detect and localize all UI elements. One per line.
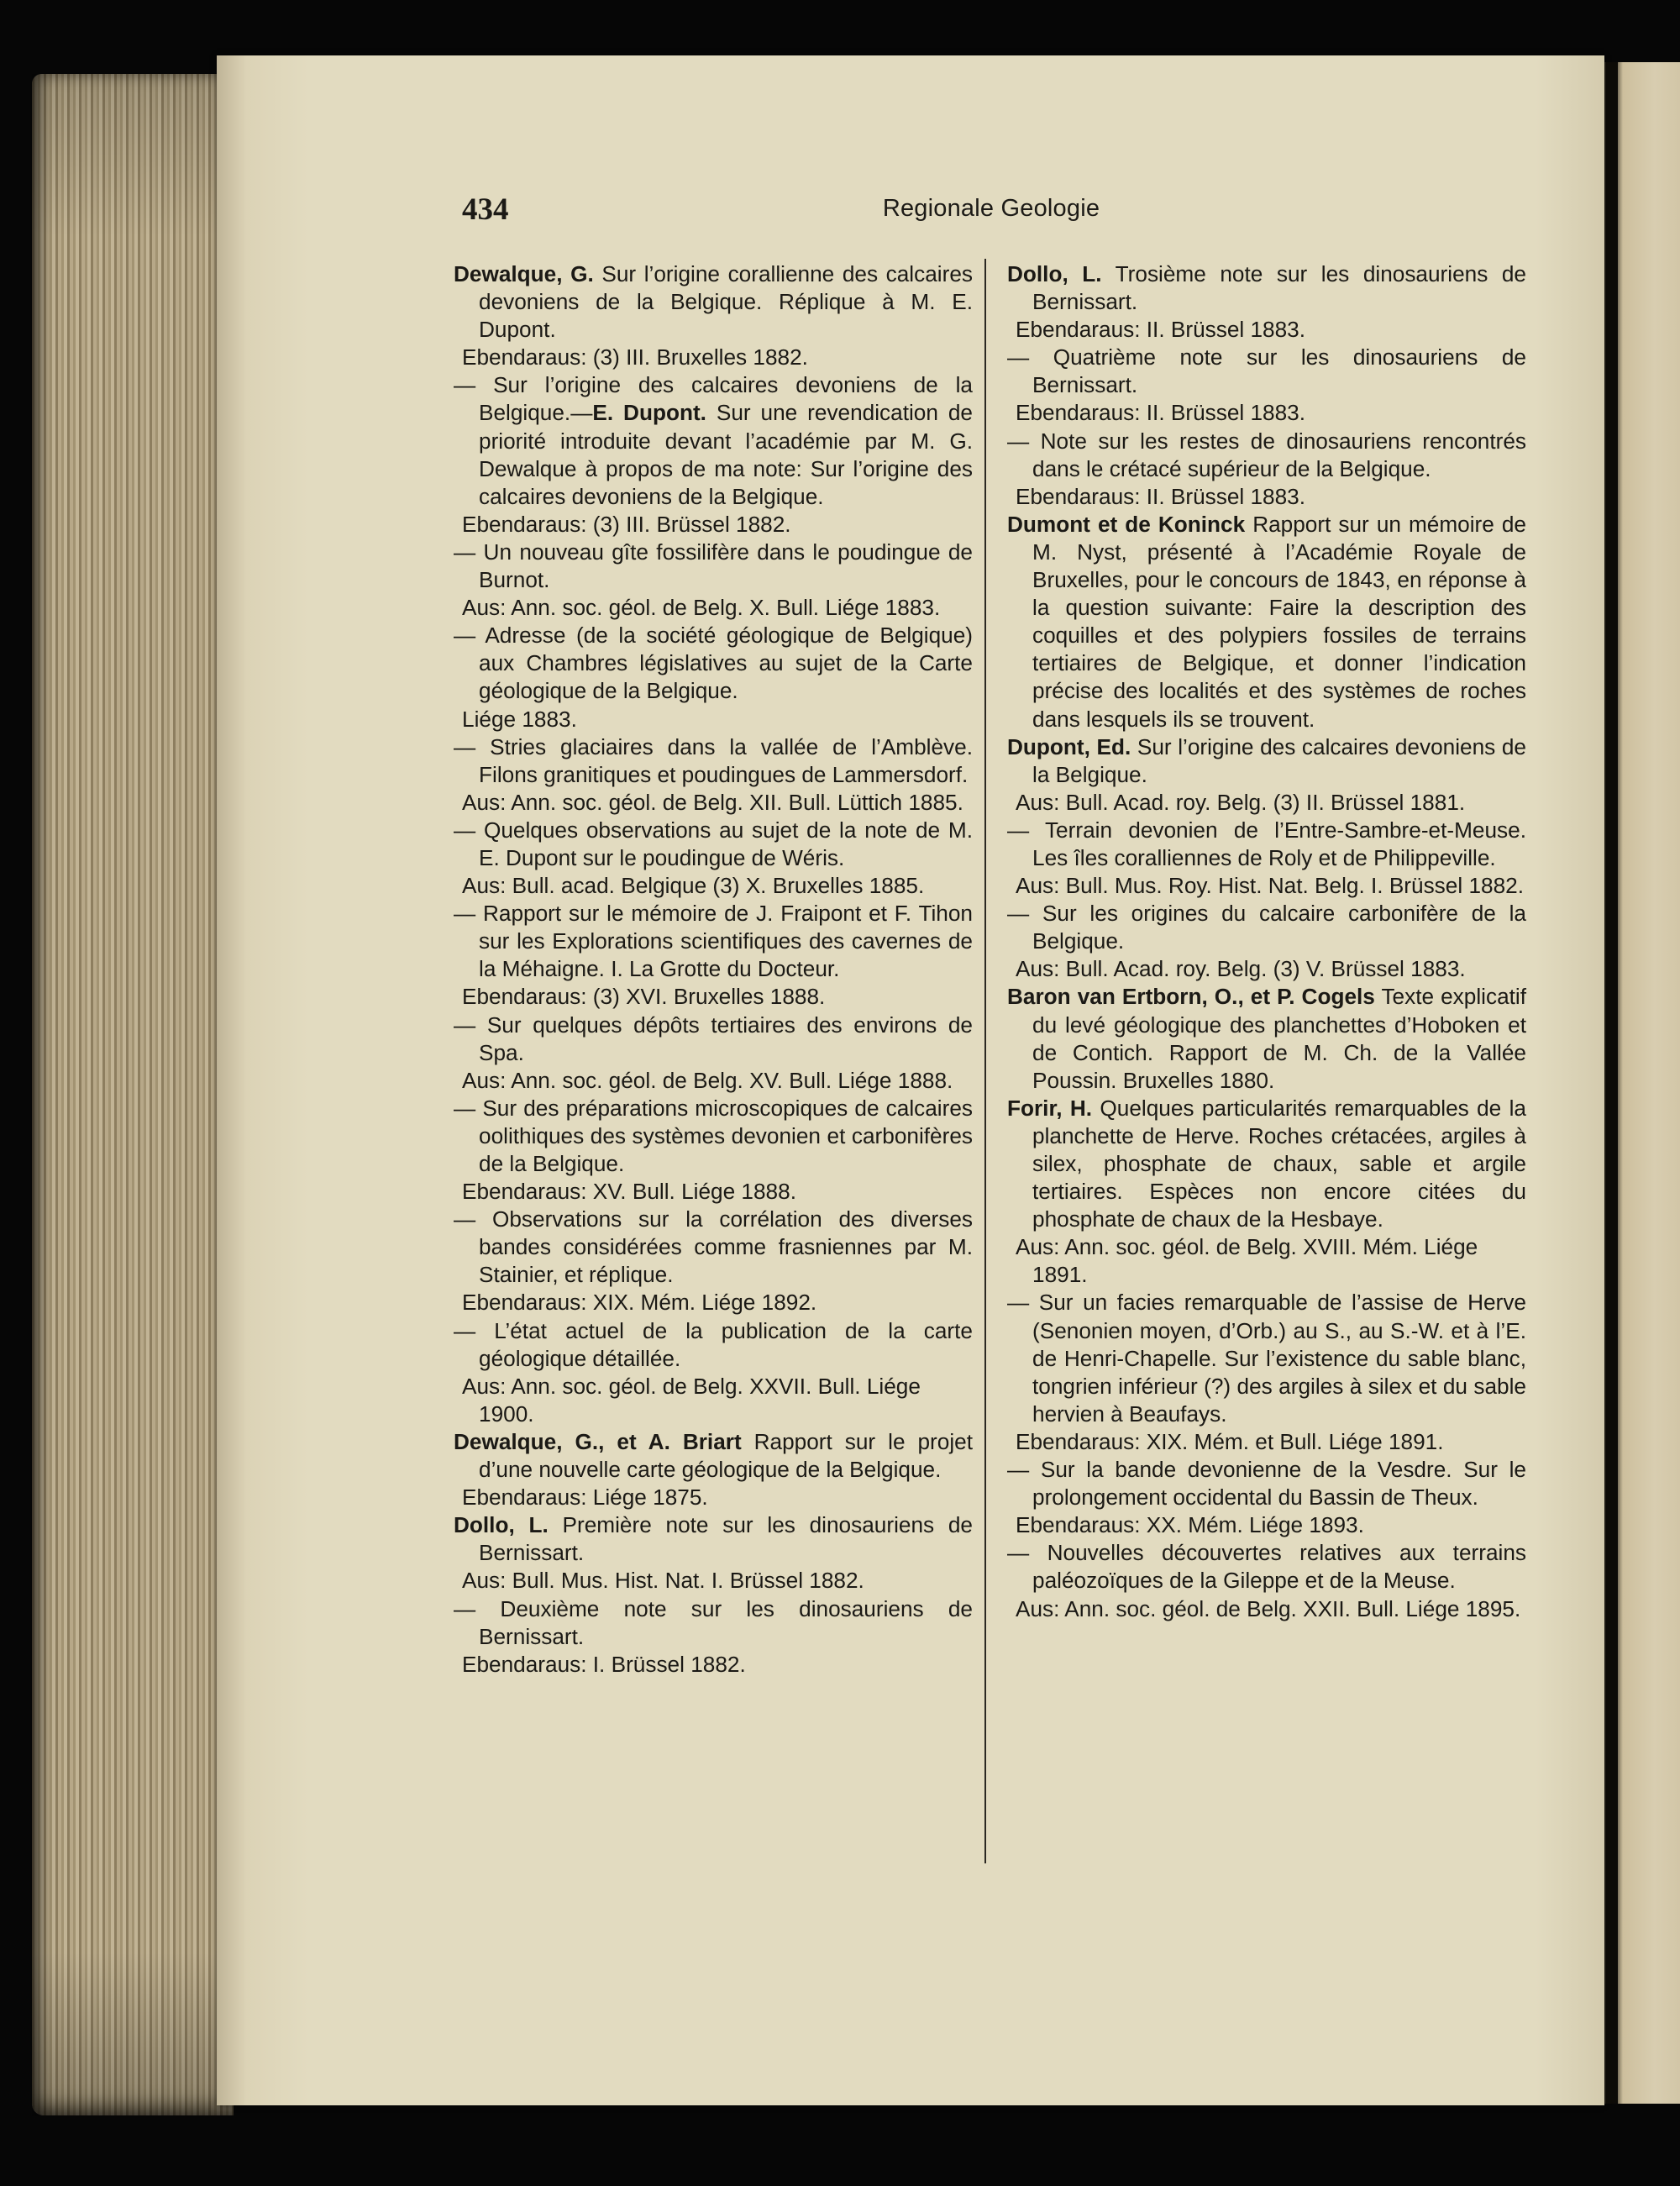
bibliography-entry [1007,1095,1526,1233]
entry-author: E. Dupont. [592,400,706,426]
bibliography-entry [454,733,973,789]
bibliography-entry [454,1317,973,1373]
publication-reference: Ebendaraus: II. Brüssel 1883. [1016,317,1306,343]
bibliography-entry [1007,900,1526,955]
publication-reference: Ebendaraus: XIX. Mém. Liége 1892. [462,1290,817,1316]
entry-title: — Sur la bande devonienne de la Vesdre. Sur le prolongement occidental du Bassin de Theux. [1007,1457,1526,1511]
entry-author: Dewalque, G., et A. Briart [454,1428,742,1454]
entry-author: Dumont et de Koninck [1007,511,1246,537]
bibliography-entry [454,1511,973,1567]
entry-title: — Stries glaciaires dans la vallée de l’Amblève. Filons granitiques et poudingues de Lammersdorf. [454,733,973,787]
entry-author: Dewalque, G. [454,261,594,286]
publication-reference: Aus: Ann. soc. géol. de Belg. XVIII. Mém. Liége 1891. [1016,1234,1478,1288]
bibliography-entry [454,1095,973,1178]
bibliography-entry [454,1595,973,1651]
bibliography-entry [454,260,973,344]
publication-reference: Ebendaraus: XV. Bull. Liége 1888. [462,1179,796,1205]
page-number: 434 [462,192,509,227]
entry-title: — Sur les origines du calcaire carbonifère de la Belgique. [1007,901,1526,954]
entry-author: Dollo, L. [1007,261,1102,286]
entry-title: — Un nouveau gîte fossilifère dans le poudingue de Burnot. [454,539,973,593]
bibliography-entry [454,371,973,510]
entry-title: Trosième note sur les dinosauriens de Bernissart. [1032,261,1526,315]
entry-title: — Sur l’origine des calcaires devoniens de la Belgique.— [454,372,973,426]
publication-reference: Ebendaraus: I. Brüssel 1882. [462,1651,746,1677]
publication-reference: Ebendaraus: (3) III. Bruxelles 1882. [462,344,808,370]
publication-reference: Aus: Ann. soc. géol. de Belg. XV. Bull. Liége 1888. [462,1067,953,1093]
publication-reference: Ebendaraus: XIX. Mém. et Bull. Liége 1891. [1016,1428,1444,1454]
bibliography-entry [1007,1539,1526,1595]
bibliography-entry [1007,1289,1526,1427]
bibliography-entry [1007,817,1526,872]
publication-reference: Aus: Bull. Mus. Hist. Nat. I. Brüssel 1882. [462,1568,864,1594]
bibliography-entry [1007,260,1526,316]
bibliography-entry [454,1428,973,1484]
entry-title: — Quatrième note sur les dinosauriens de Bernissart. [1007,344,1526,398]
entry-author: Baron van Ertborn, O., et P. Cogels [1007,984,1375,1010]
entry-title: Rapport sur un mémoire de M. Nyst, présenté à l’Académie Royale de Bruxelles, pour le concours de 1843, en réponse à la question suivante: Faire la description des coquilles et des polypiers fossiles de terrains tertiaires de Belgique, et donner l’indication précise des localités et des systèmes de roches dans lesquels ils se trouvent. [1032,511,1527,732]
entry-title: — Sur des préparations microscopiques de calcaires oolithiques des systèmes devonien et carbonifères de la Belgique. [454,1095,973,1176]
bibliography-entry [1007,344,1526,399]
entry-title: Texte explicatif du levé géologique des planchettes d’Hoboken et de Contich. Rapport de M. Ch. de la Vallée Poussin. Bruxelles 1880. [1032,984,1526,1093]
bibliography-entry [1007,983,1526,1094]
entry-title: — Observations sur la corrélation des diverses bandes considérées comme frasniennes par M. Stainier, et réplique. [454,1206,973,1288]
bibliography-entry [454,539,973,594]
entry-author: Forir, H. [1007,1095,1093,1121]
column-divider [984,259,986,1863]
entry-title: — Deuxième note sur les dinosauriens de Bernissart. [454,1595,973,1649]
entry-title: — Adresse (de la société géologique de Belgique) aux Chambres législatives au sujet de la Carte géologique de la Belgique. [454,623,973,704]
entry-title: — Note sur les restes de dinosauriens rencontrés dans le crétacé supérieur de la Belgique. [1007,428,1526,481]
publication-reference: Ebendaraus: (3) III. Brüssel 1882. [462,511,791,537]
running-title: Regionale Geologie [882,195,1100,222]
publication-reference: Ebendaraus: II. Brüssel 1883. [1016,400,1306,426]
entry-title: Quelques particularités remarquables de la planchette de Herve. Roches crétacées, argiles à silex, phosphate de chaux, sable et argile tertiaires. Espèces non encore citées du phosphate de chaux de la Hesbaye. [1032,1095,1526,1232]
publication-reference: Ebendaraus: Liége 1875. [462,1484,708,1511]
entry-title: — Nouvelles découvertes relatives aux terrains paléozoïques de la Gileppe et de la Meuse. [1007,1540,1526,1594]
bibliography-entry [1007,428,1526,483]
publication-reference: Ebendaraus: XX. Mém. Liége 1893. [1016,1512,1364,1538]
entry-title: — Rapport sur le mémoire de J. Fraipont et F. Tihon sur les Explorations scientifiques des cavernes de la Méhaigne. I. La Grotte du Docteur. [454,901,973,982]
entry-title: Sur une revendication de priorité introduite devant l’académie par M. G. Dewalque à propos de ma note: Sur l’origine des calcaires devoniens de la Belgique. [479,400,973,509]
right-column [1007,260,1526,1623]
publication-reference: Aus: Ann. soc. géol. de Belg. X. Bull. Liége 1883. [462,595,941,621]
bibliography-entry [1007,1456,1526,1511]
bibliography-entry [454,1012,973,1067]
entry-title: Sur l’origine corallienne des calcaires devoniens de la Belgique. Réplique à M. E. Dupont. [479,261,973,343]
page-gutter-shadow [1606,62,1618,2104]
publication-reference: Aus: Bull. Mus. Roy. Hist. Nat. Belg. I. Brüssel 1882. [1016,873,1524,899]
bibliography-entry [454,900,973,983]
entry-title: — Quelques observations au sujet de la note de M. E. Dupont sur le poudingue de Wéris. [454,817,973,870]
entry-title: — Sur un facies remarquable de l’assise de Herve (Senonien moyen, d’Orb.) au S., au S.-W. et à l’E. de Henri-Chapelle. Sur l’existence du sable blanc, tongrien inférieur (?) des argiles à silex et du sable hervien à Beaufays. [1007,1290,1526,1427]
publication-reference: Liége 1883. [462,706,577,732]
publication-reference: Aus: Ann. soc. géol. de Belg. XII. Bull. Lüttich 1885. [462,789,963,815]
publication-reference: Ebendaraus: II. Brüssel 1883. [1016,483,1306,509]
publication-reference: Aus: Bull. Acad. roy. Belg. (3) II. Brüssel 1881. [1016,789,1466,815]
entry-title: Première note sur les dinosauriens de Bernissart. [479,1512,973,1566]
publication-reference: Aus: Bull. Acad. roy. Belg. (3) V. Brüssel 1883. [1016,956,1466,982]
publication-reference: Aus: Ann. soc. géol. de Belg. XXVII. Bull. Liége 1900. [462,1373,921,1427]
entry-title: — Sur quelques dépôts tertiaires des environs de Spa. [454,1012,973,1065]
left-column [454,260,973,1679]
bibliography-entry [454,622,973,705]
bibliography-entry [454,817,973,872]
entry-title: — L’état actuel de la publication de la carte géologique détaillée. [454,1317,973,1371]
book-page-edges [32,74,234,2115]
publication-reference: Aus: Bull. acad. Belgique (3) X. Bruxelles 1885. [462,873,925,899]
bibliography-entry [454,1206,973,1289]
entry-author: Dollo, L. [454,1512,549,1538]
entry-title: — Terrain devonien de l’Entre-Sambre-et-Meuse. Les îles coralliennes de Roly et de Philippeville. [1007,817,1526,870]
bibliography-entry [1007,733,1526,789]
entry-title: Sur l’origine des calcaires devoniens de la Belgique. [1032,733,1526,787]
page-header [462,192,1520,235]
bibliography-entry [1007,511,1526,733]
entry-author: Dupont, Ed. [1007,733,1131,759]
publication-reference: Ebendaraus: (3) XVI. Bruxelles 1888. [462,984,826,1010]
entry-title: Rapport sur le projet d’une nouvelle carte géologique de la Belgique. [479,1428,973,1483]
publication-reference: Aus: Ann. soc. géol. de Belg. XXII. Bull. Liége 1895. [1016,1595,1521,1621]
